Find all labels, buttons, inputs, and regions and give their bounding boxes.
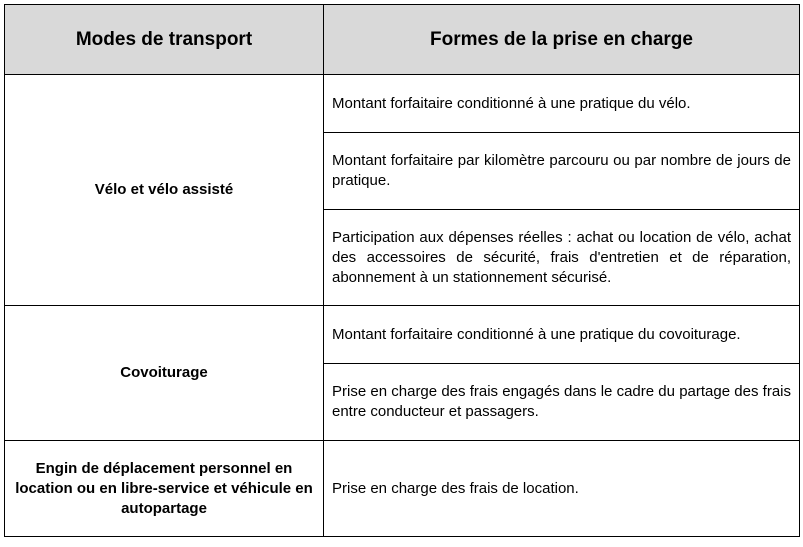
form-cell: Montant forfaitaire conditionné à une pratique du vélo.: [324, 75, 800, 133]
table-row: [5, 306, 800, 364]
transport-support-table: [4, 4, 800, 537]
form-cell: Prise en charge des frais de location.: [324, 441, 800, 537]
table-row: [5, 75, 800, 133]
header-forms: Formes de la prise en charge: [324, 5, 800, 75]
form-cell: Montant forfaitaire par kilomètre parcouru ou par nombre de jours de pratique.: [324, 133, 800, 210]
mode-cell-covoiturage: Covoiturage: [5, 306, 324, 441]
mode-cell-velo: Vélo et vélo assisté: [5, 75, 324, 306]
form-cell: Participation aux dépenses réelles : achat ou location de vélo, achat des accessoires de sécurité, frais d'entretien et de réparation, abonnement à un stationnement sécurisé.: [324, 210, 800, 306]
table-row: [5, 441, 800, 537]
header-modes: Modes de transport: [5, 5, 324, 75]
mode-cell-engin: Engin de déplacement personnel en location ou en libre-service et véhicule en autopartage: [5, 441, 324, 537]
table-header-row: [5, 5, 800, 75]
form-cell: Prise en charge des frais engagés dans le cadre du partage des frais entre conducteur et passagers.: [324, 364, 800, 441]
form-cell: Montant forfaitaire conditionné à une pratique du covoiturage.: [324, 306, 800, 364]
